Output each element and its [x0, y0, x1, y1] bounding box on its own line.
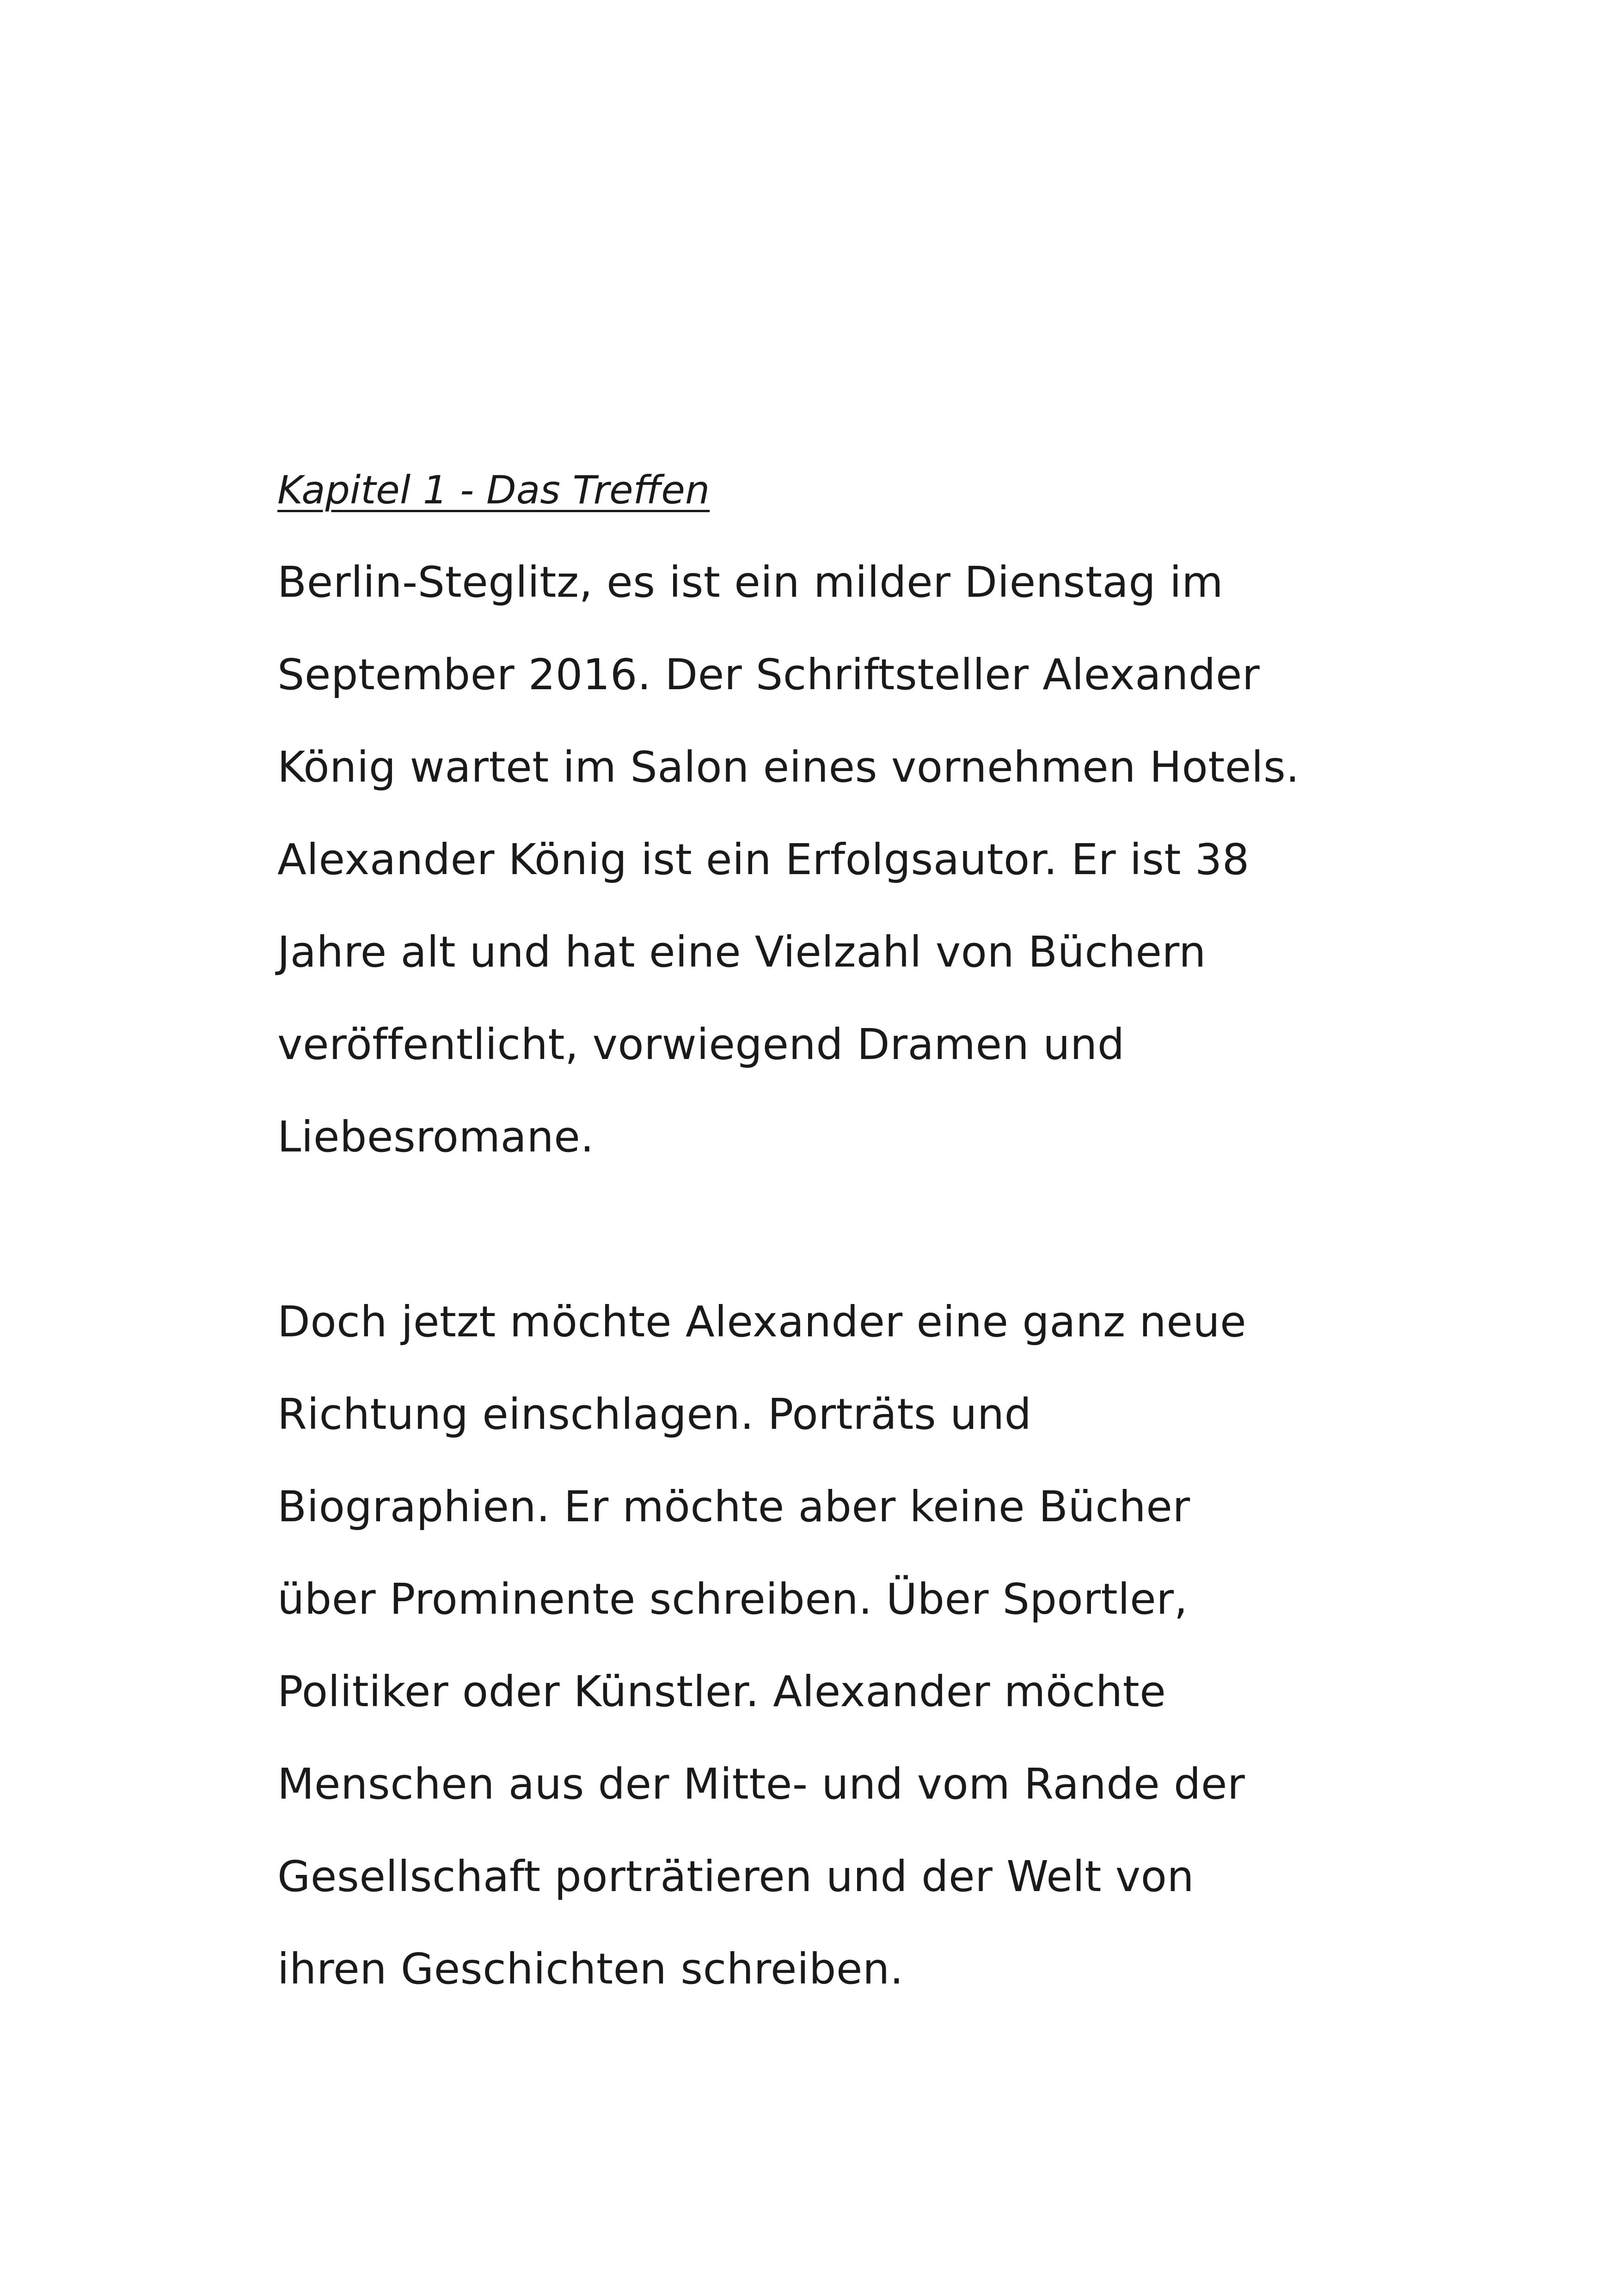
paragraph-line: Gesellschaft porträtieren und der Welt von — [277, 1852, 1195, 1901]
paragraph-line: Menschen aus der Mitte- und vom Rande der — [277, 1759, 1245, 1809]
paragraph-line: September 2016. Der Schriftsteller Alexander — [277, 650, 1260, 699]
paragraph-line: Liebesromane. — [277, 1112, 594, 1162]
paragraph-line: Alexander König ist ein Erfolgsautor. Er ist 38 — [277, 835, 1250, 884]
paragraph-spacer — [277, 1183, 1387, 1276]
paragraph-line: Berlin-Steglitz, es ist ein milder Dienstag im — [277, 557, 1224, 607]
paragraph-line: veröffentlicht, vorwiegend Dramen und — [277, 1020, 1125, 1069]
paragraph-2 — [277, 1276, 1387, 2015]
paragraph-line: Politiker oder Künstler. Alexander möchte — [277, 1667, 1166, 1716]
chapter-title: Kapitel 1 - Das Treffen — [277, 467, 710, 513]
paragraph-1 — [277, 536, 1387, 1183]
paragraph-line: über Prominente schreiben. Über Sportler, — [277, 1574, 1188, 1624]
document-body — [277, 444, 1387, 2015]
paragraph-line: ihren Geschichten schreiben. — [277, 1944, 904, 1994]
paragraph-line: Jahre alt und hat eine Vielzahl von Büchern — [277, 927, 1206, 977]
paragraph-line: Richtung einschlagen. Porträts und — [277, 1390, 1032, 1439]
paragraph-line: Doch jetzt möchte Alexander eine ganz neue — [277, 1297, 1247, 1347]
paragraph-line: König wartet im Salon eines vornehmen Hotels. — [277, 742, 1300, 792]
paragraph-line: Biographien. Er möchte aber keine Bücher — [277, 1482, 1190, 1531]
